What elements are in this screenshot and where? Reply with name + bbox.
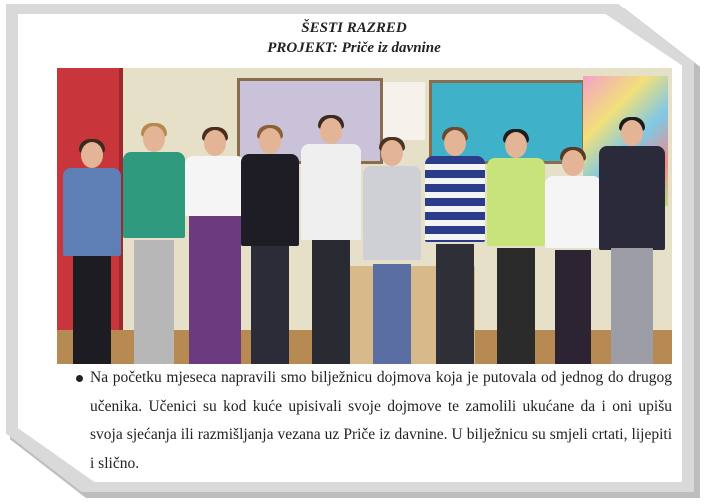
student (545, 150, 601, 364)
teacher (599, 120, 665, 364)
header-subtitle: PROJEKT: Priče iz davnine (267, 40, 441, 56)
bullet-paragraph: Na početku mjeseca napravili smo bilježnicu dojmova koja je putovala od jednog do drugog učenika. Učenici su kod kuće upisivali svoje dojmove te zamolili ukućane da i oni upišu svoja sjećanja ili razmišljanja vezana uz Priče iz davnine. U bilježnicu su smjeli crtati, lijepiti i slično. (90, 369, 672, 472)
student (241, 128, 299, 364)
student (301, 118, 361, 364)
student (185, 130, 245, 364)
student (487, 132, 545, 364)
student (123, 126, 185, 364)
header-title: ŠESTI RAZRED (301, 20, 407, 36)
student (363, 140, 421, 364)
document-header (0, 18, 708, 58)
class-photo (57, 68, 672, 364)
student (425, 130, 485, 364)
student (63, 142, 121, 364)
bullet-icon (76, 375, 83, 382)
photo-paper (383, 82, 425, 140)
